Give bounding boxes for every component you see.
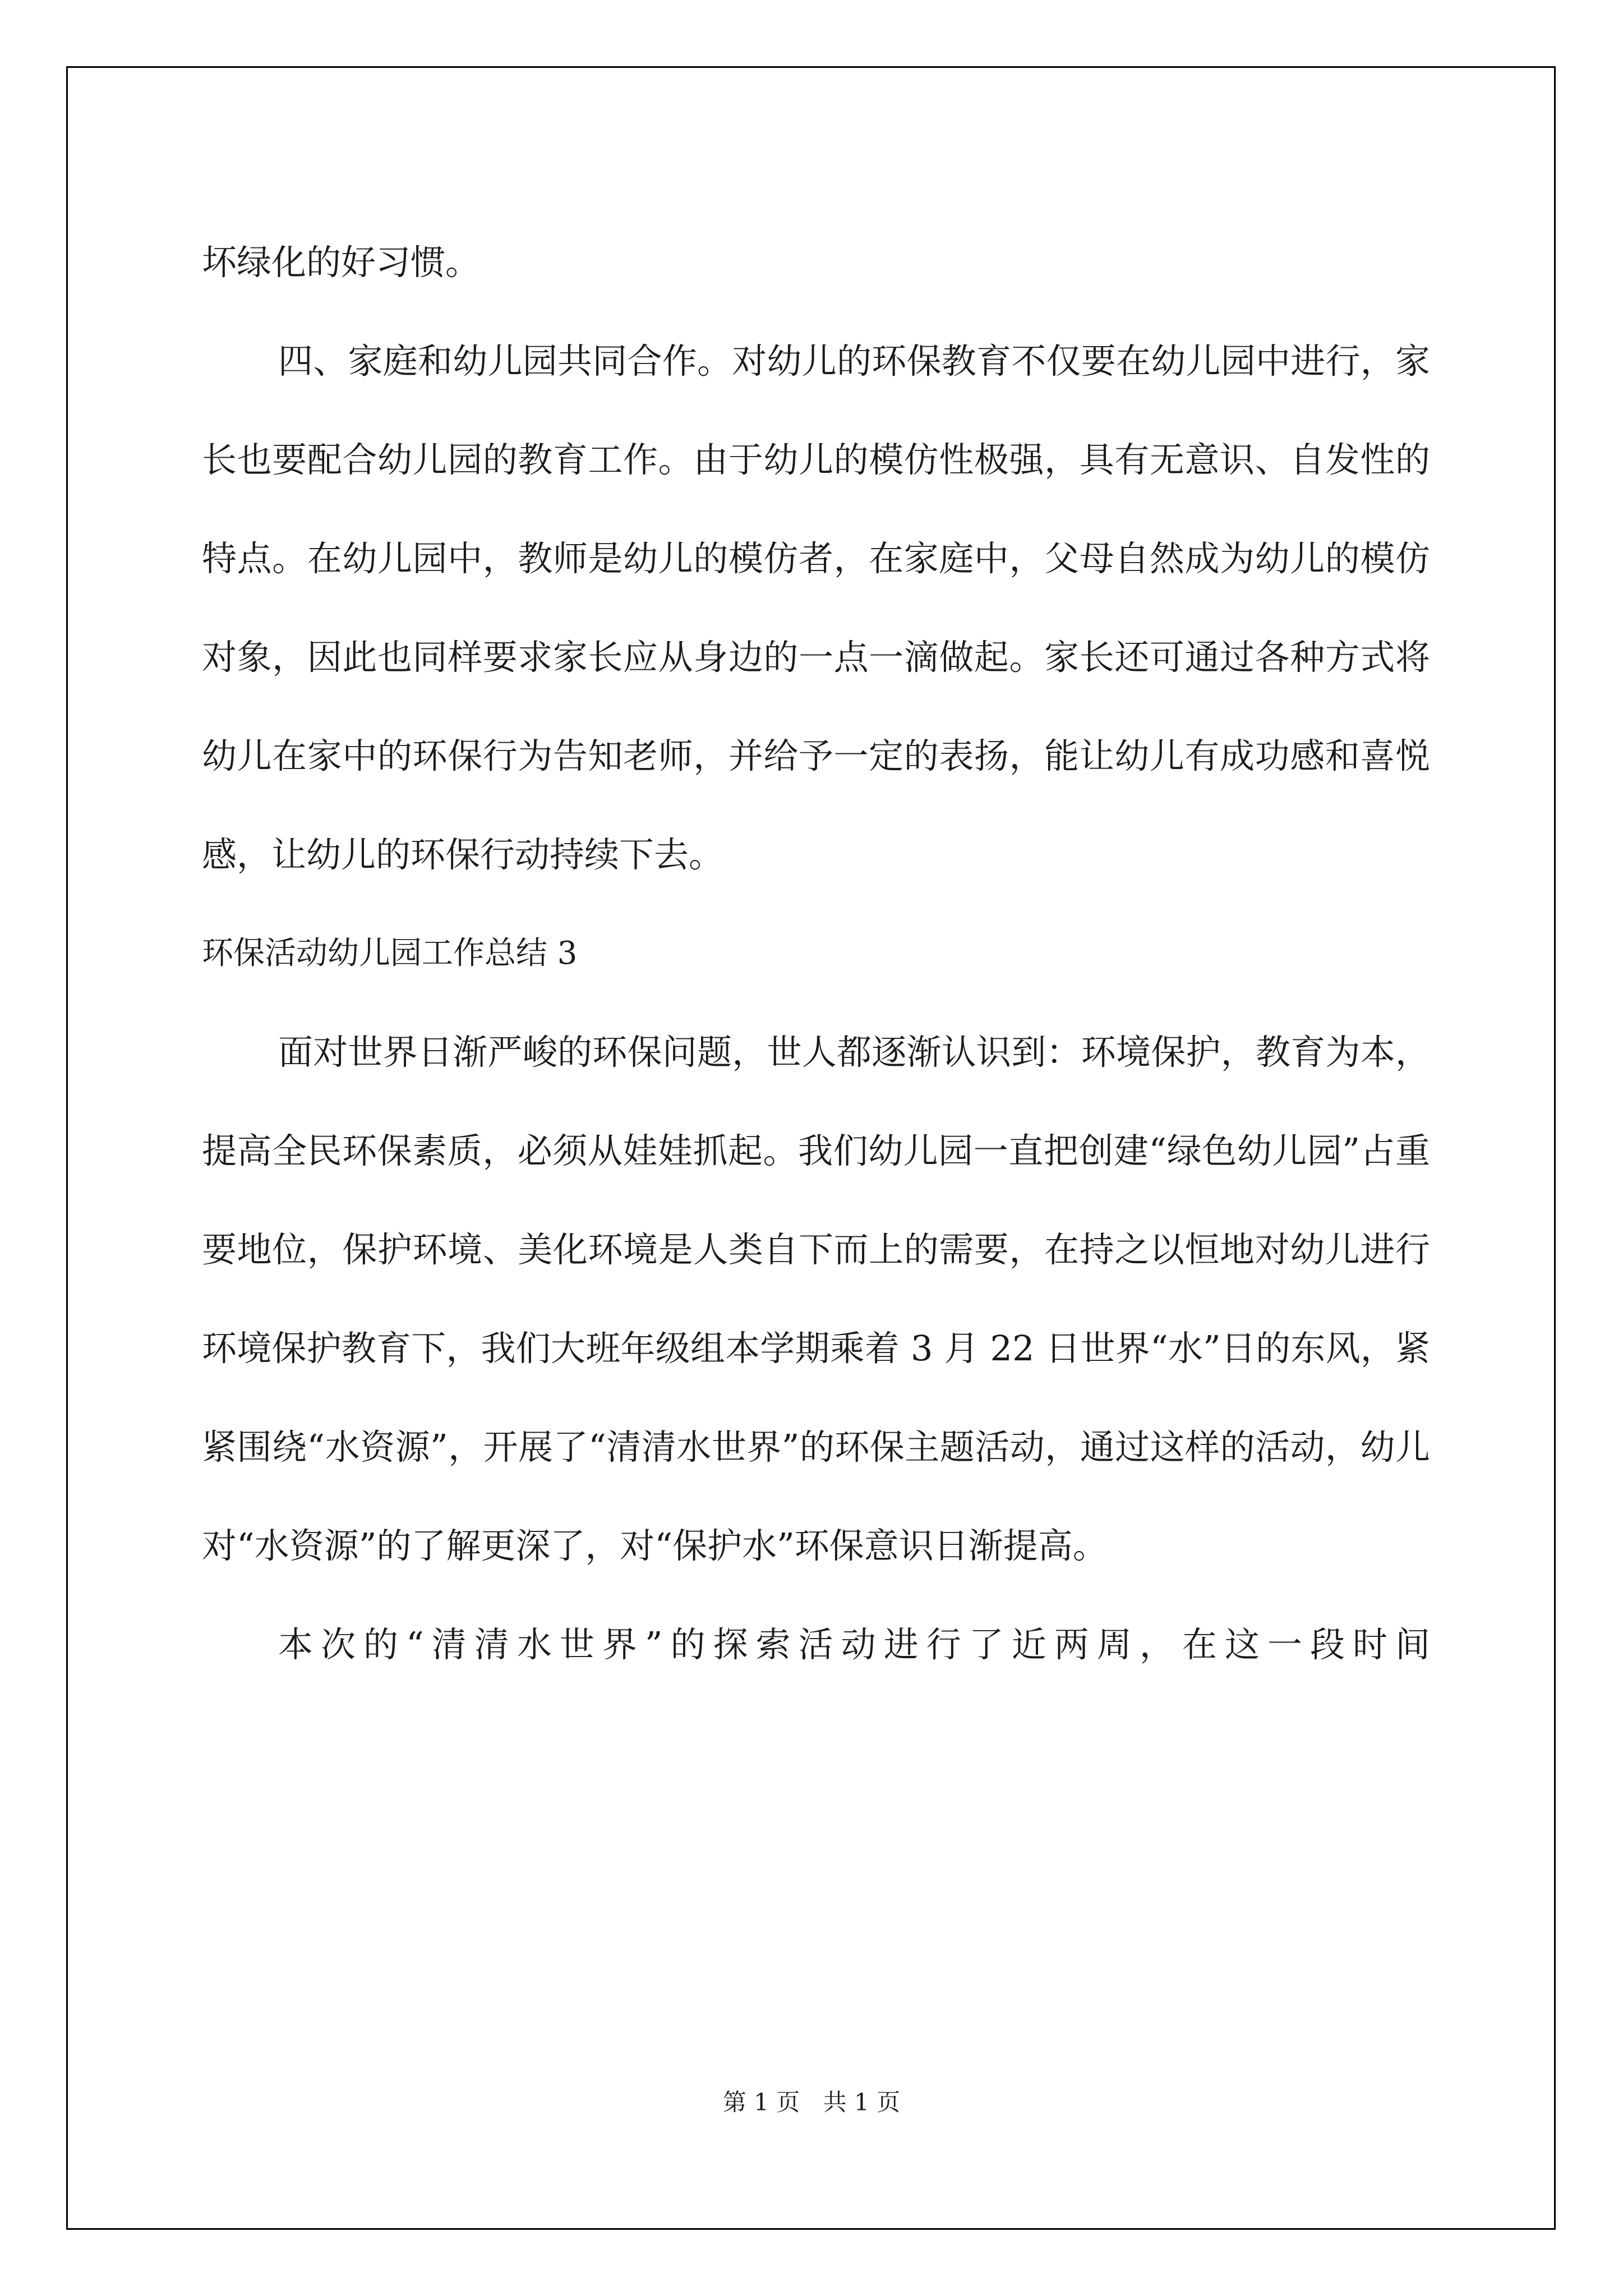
paragraph-continuation: 坏绿化的好习惯。 (202, 242, 481, 283)
page-total: 共 1 页 (823, 2088, 901, 2116)
paragraph-family-cooperation: 四、家庭和幼儿园共同合作。对幼儿的环保教育不仅要在幼儿园中进行，家长也要配合幼儿园的教育工作。由于幼儿的模仿性极强，具有无意识、自发性的特点。在幼儿园中，教师是幼儿的模仿者，在家庭中，父母自然成为幼儿的模仿对象，因此也同样要求家长应从身边的一点一滴做起。家长还可通过各种方式将幼儿在家中的环保行为告知老师，并给予一定的表扬，能让幼儿有成功感和喜悦感，让幼儿的环保行动持续下去。 (202, 341, 1430, 875)
page-footer (0, 2084, 1623, 2118)
document-body (202, 213, 1430, 1694)
paragraph-activity: 本次的“清清水世界”的探索活动进行了近两周，在这一段时间 (278, 1624, 1430, 1665)
page-number: 第 1 页 (722, 2088, 800, 2116)
section-heading: 环保活动幼儿园工作总结 3 (202, 935, 578, 972)
paragraph-intro: 面对世界日渐严峻的环保问题，世人都逐渐认识到：环境保护，教育为本，提高全民环保素质，必须从娃娃抓起。我们幼儿园一直把创建“绿色幼儿园”占重要地位，保护环境、美化环境是人类自下而上的需要，在持之以恒地对幼儿进行环境保护教育下，我们大班年级组本学期乘着 3 月 22 日世界“水”日的东风，紧紧围绕“水资源”，开展了“清清水世界”的环保主题活动，通过这样的活动，幼儿对“水资源”的了解更深了，对“保护水”环保意识日渐提高。 (202, 1032, 1430, 1566)
